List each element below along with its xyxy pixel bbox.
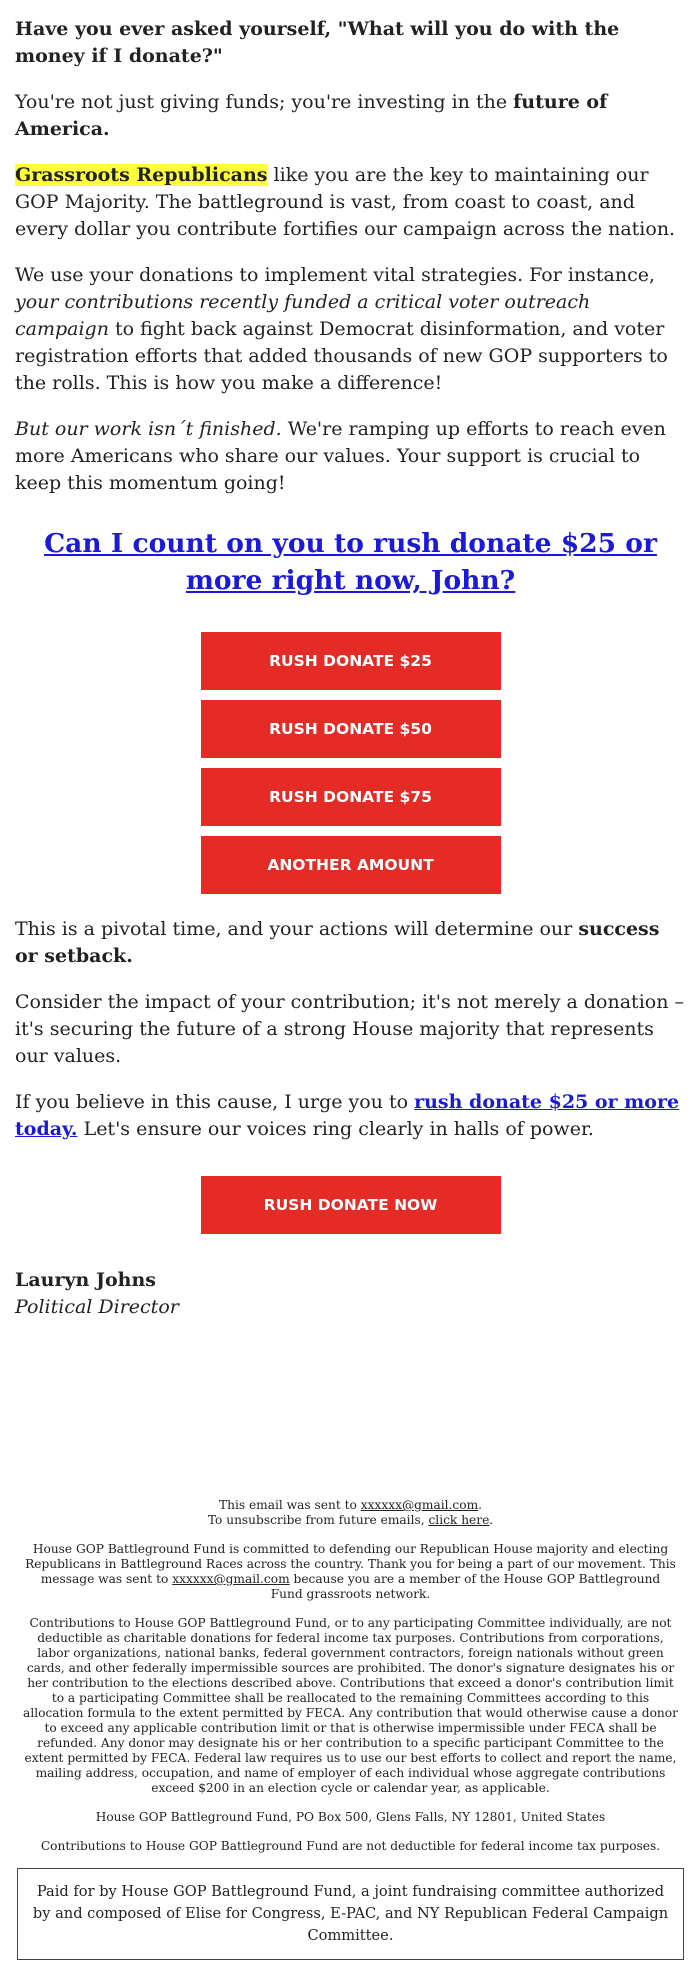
unsubscribe-link[interactable]: click here (428, 1513, 490, 1527)
pivotal-text: This is a pivotal time, and your actions will determine our (15, 918, 579, 940)
footer-committed-email-link[interactable]: xxxxxx@gmail.com (172, 1572, 290, 1586)
believe-text-end: Let's ensure our voices ring clearly in halls of power. (77, 1118, 594, 1140)
signature (15, 1267, 686, 1321)
footer-sent-to (23, 1498, 678, 1528)
signature-title: Political Director (15, 1296, 179, 1318)
impact-paragraph: Consider the impact of your contribution; it's not merely a donation – it's securing the future of a strong House majority that represents our values. (15, 991, 684, 1067)
footer-committed (23, 1542, 678, 1602)
grassroots-text: like you are the key to maintaining our GOP Majority. The battleground is vast, from coast to coast, and every dollar you contribute fortifies our campaign across the nation. (15, 164, 676, 240)
rush-donate-50-button[interactable]: RUSH DONATE $50 (201, 700, 501, 758)
footer-unsub-suffix: . (489, 1513, 494, 1527)
pivotal-emphasis: success or setback. (15, 918, 660, 967)
rush-donate-now-button[interactable]: RUSH DONATE NOW (201, 1176, 501, 1234)
not-finished-text: We're ramping up efforts to reach even more Americans who share our values. Your support is crucial to keep this momentum going! (15, 418, 666, 494)
not-finished-italic: But our work isn´t finished. (15, 418, 282, 440)
intro-paragraph (15, 89, 686, 143)
footer-address: House GOP Battleground Fund, PO Box 500, Glens Falls, NY 12801, United States (95, 1810, 606, 1824)
intro-emphasis: future of America. (15, 91, 608, 140)
strategies-paragraph (15, 262, 686, 397)
footer-legal: Contributions to House GOP Battleground Fund, or to any participating Committee individually, are not deductible as charitable donations for federal income tax purposes. Contributions from corporations, labor organizations, national banks, federal government contractors, foreign nationals without green cards, and other federally impermissible sources are prohibited. The donor's signature designates his or her contribution to the elections described above. Contributions that exceed a donor's contribution limit to a participating Committee shall be reallocated to the remaining Committees according to this allocation formula to the extent permitted by FECA. Any contribution that would otherwise cause a donor to exceed any applicable contribution limit or that is otherwise impermissible under FECA shall be refunded. Any donor may designate his or her contribution to a specific participant Committee to the extent permitted by FECA. Federal law requires us to use our best efforts to collect and report the name, mailing address, occupation, and name of employer of each individual whose aggregate contributions exceed $200 in an election cycle or calendar year, as applicable. (23, 1616, 678, 1795)
footer-email-link[interactable]: xxxxxx@gmail.com (360, 1498, 479, 1512)
footer-sent-prefix: This email was sent to (218, 1498, 361, 1512)
believe-paragraph (15, 1089, 686, 1143)
another-amount-button[interactable]: ANOTHER AMOUNT (201, 836, 501, 894)
intro-text: You're not just giving funds; you're investing in the (15, 91, 514, 113)
rush-donate-75-button[interactable]: RUSH DONATE $75 (201, 768, 501, 826)
strategies-italic: your contributions recently funded a critical voter outreach campaign (15, 291, 591, 340)
paid-for-disclaimer: Paid for by House GOP Battleground Fund, a joint fundraising committee authorized by and composed of Elise for Congress, E-PAC, and NY Republican Federal Campaign Committee. (17, 1868, 684, 1960)
donate-button-group (15, 632, 686, 894)
grassroots-highlight: Grassroots Republicans (15, 164, 268, 186)
believe-text-start: If you believe in this cause, I urge you to (15, 1091, 415, 1113)
donate-headline (15, 525, 686, 599)
rush-donate-25-button[interactable]: RUSH DONATE $25 (201, 632, 501, 690)
footer-sent-suffix: . (478, 1498, 483, 1512)
pivotal-paragraph (15, 916, 686, 970)
footer-not-deductible: Contributions to House GOP Battleground Fund are not deductible for federal income tax purposes. (40, 1839, 661, 1853)
signature-name: Lauryn Johns (15, 1269, 156, 1291)
donate-headline-link[interactable]: Can I count on you to rush donate $25 or more right now, John? (44, 528, 657, 596)
not-finished-paragraph (15, 416, 686, 497)
strategies-text-start: We use your donations to implement vital strategies. For instance, (15, 264, 656, 286)
footer-committed-text-end: because you are a member of the House GOP Battleground Fund grassroots network. (270, 1572, 661, 1601)
intro-question: Have you ever asked yourself, "What will you do with the money if I donate?" (15, 18, 620, 67)
footer (15, 1498, 686, 1854)
footer-unsub-prefix: To unsubscribe from future emails, (207, 1513, 429, 1527)
rush-donate-today-link[interactable]: rush donate $25 or more today. (15, 1091, 680, 1140)
spacer (15, 1321, 686, 1498)
grassroots-paragraph (15, 162, 686, 243)
footer-committed-text: House GOP Battleground Fund is committed to defending our Republican House majority and electing Republicans in Battleground Races across the country. Thank you for being a part of our movement. This message was sent to (25, 1542, 676, 1586)
strategies-text-end: to fight back against Democrat disinformation, and voter registration efforts that added thousands of new GOP supporters to the rolls. This is how you make a difference! (15, 318, 668, 394)
